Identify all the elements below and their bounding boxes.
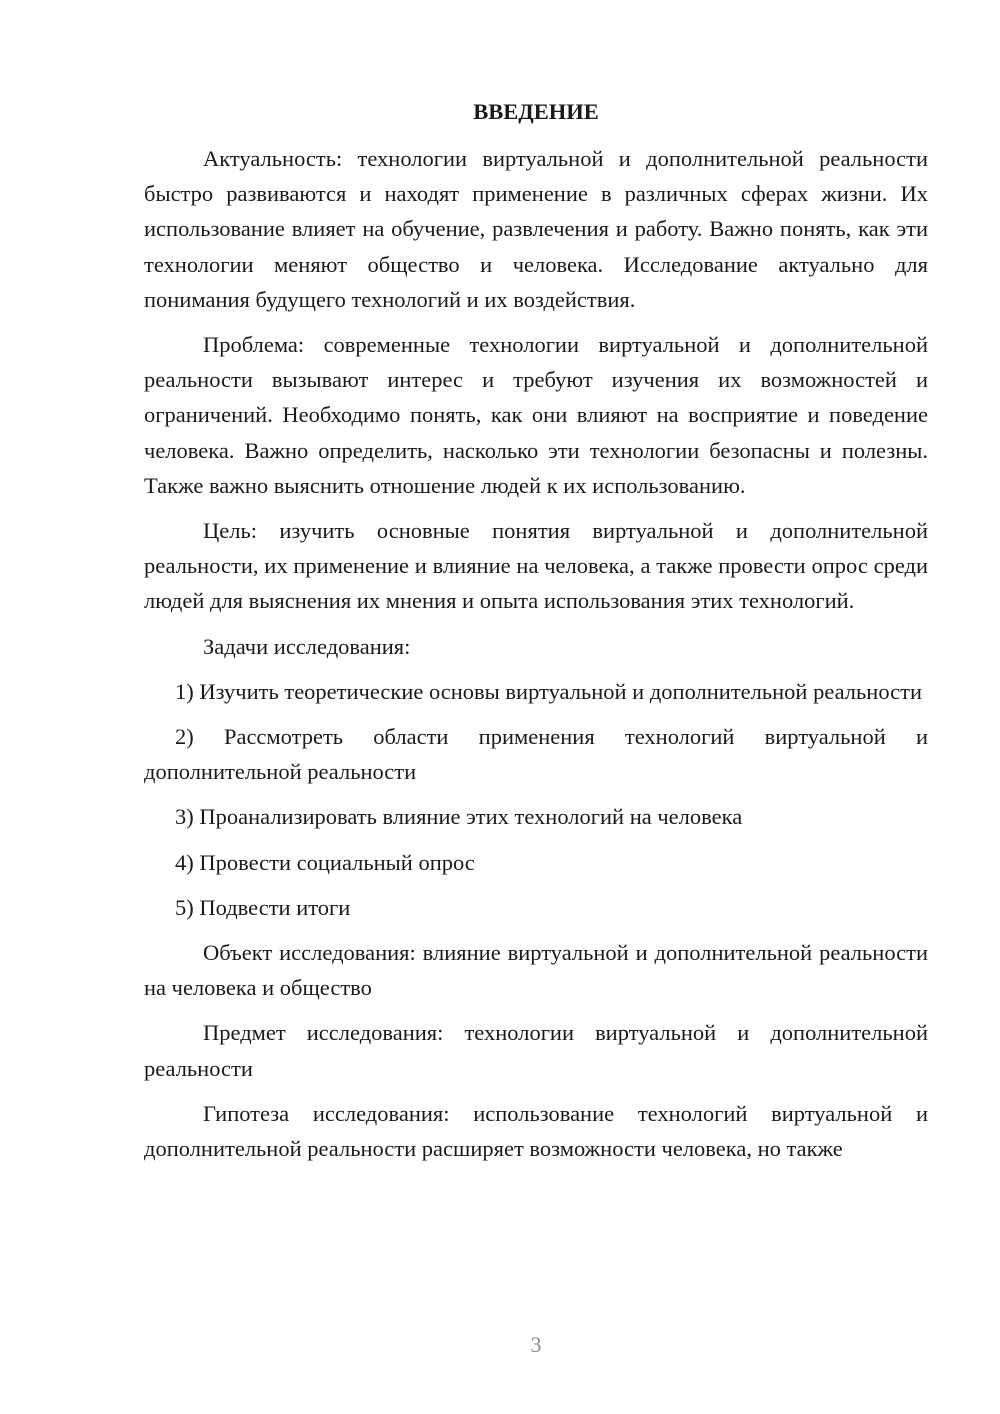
paragraph-hypothesis: Гипотеза исследования: использование технологий виртуальной и дополнительной реальности расширяет возможности человека, но также	[144, 1100, 928, 1162]
paragraph-relevance: Актуальность: технологии виртуальной и дополнительной реальности быстро развиваются и находят применение в различных сферах жизни. Их использование влияет на обучение, развлечения и работу. Важно понять, как эти технологии меняют общество и человека. Исследование актуально для понимания будущего технологий и их воздействия.	[144, 146, 928, 312]
paragraph-object: Объект исследования: влияние виртуальной и дополнительной реальности на человека и общество	[144, 940, 928, 1001]
task-item-1: 1) Изучить теоретические основы виртуальной и дополнительной реальности	[175, 678, 922, 704]
task-item-4: 4) Провести социальный опрос	[175, 849, 475, 875]
task-item-3: 3) Проанализировать влияние этих технологий на человека	[175, 804, 743, 830]
task-item-2: 2) Рассмотреть области применения технологий виртуальной и дополнительной реальности	[144, 724, 928, 785]
paragraph-goal: Цель: изучить основные понятия виртуальной и дополнительной реальности, их применение и влияние на человека, а также провести опрос среди людей для выяснения их мнения и опыта использования этих технологий.	[144, 518, 928, 614]
paragraph-subject: Предмет исследования: технологии виртуальной и дополнительной реальности	[144, 1020, 928, 1081]
task-item-5: 5) Подвести итоги	[175, 894, 351, 920]
paragraph-tasks-heading: Задачи исследования:	[203, 633, 411, 659]
page-number: 3	[530, 1332, 542, 1357]
page-content	[144, 94, 928, 1176]
page-title: ВВЕДЕНИЕ	[473, 99, 599, 124]
paragraph-problem: Проблема: современные технологии виртуальной и дополнительной реальности вызывают интерес и требуют изучения их возможностей и ограничений. Необходимо понять, как они влияют на восприятие и поведение человека. Важно определить, насколько эти технологии безопасны и полезны. Также важно выяснить отношение людей к их использованию.	[144, 332, 928, 498]
